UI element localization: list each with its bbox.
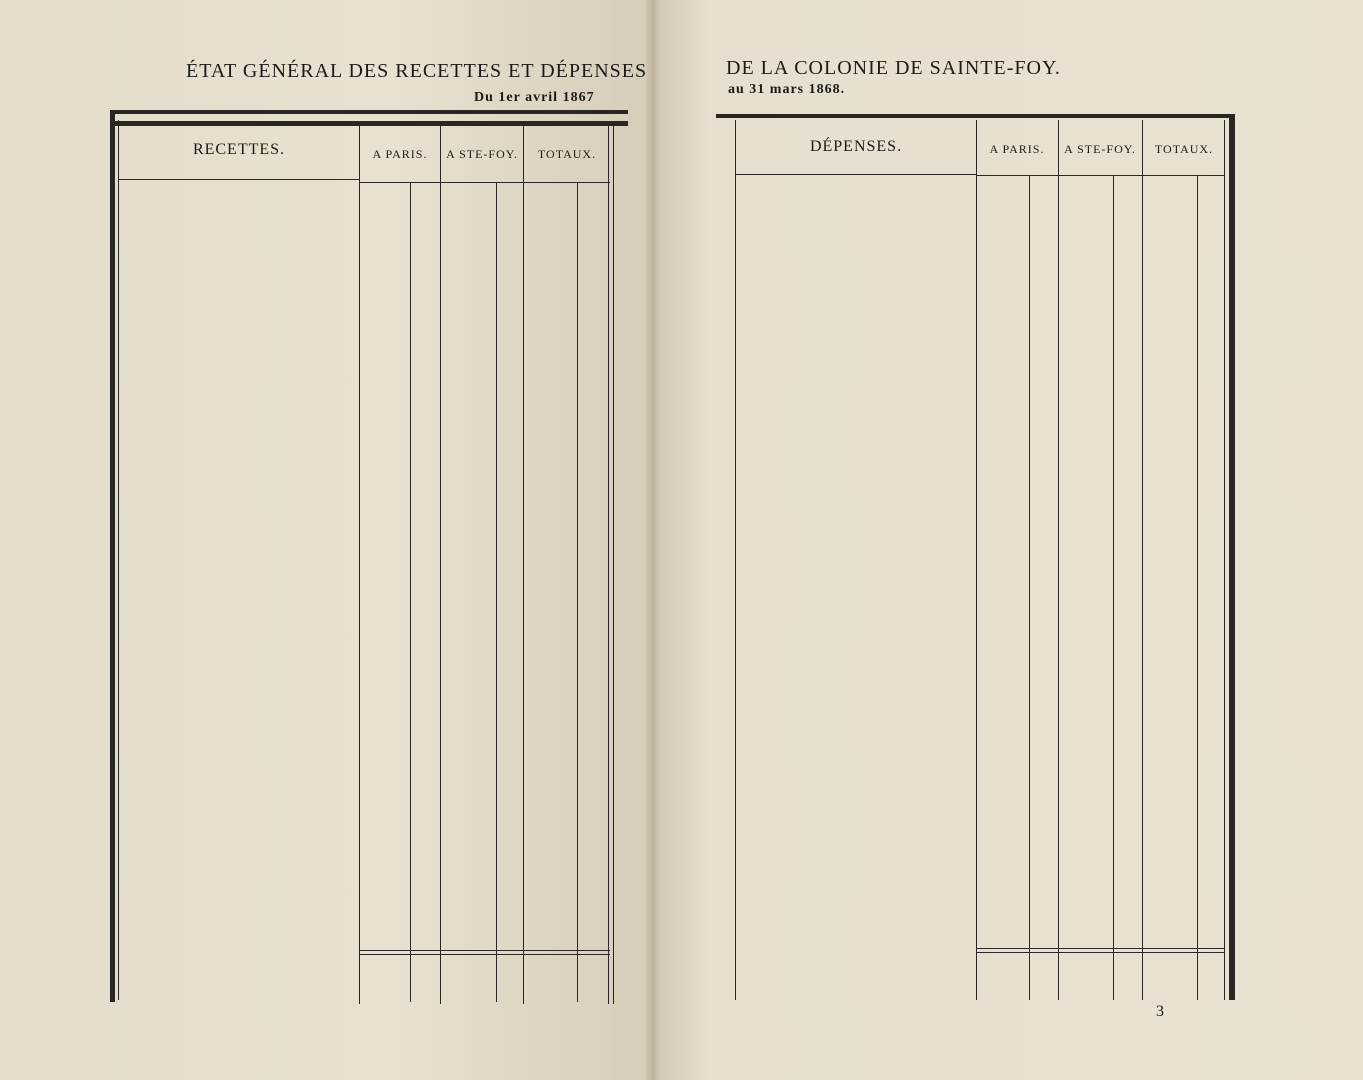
depenses-header: DÉPENSES. xyxy=(809,138,903,155)
recettes-header: RECETTES. xyxy=(192,141,286,158)
book-gutter xyxy=(646,0,660,1080)
recettes-stefoy-header: A STE-FOY. xyxy=(446,147,518,161)
recettes-totaux-header: TOTAUX. xyxy=(537,147,597,161)
depenses-paris-header: A PARIS. xyxy=(989,142,1045,156)
depenses-stefoy-header: A STE-FOY. xyxy=(1064,142,1136,156)
right-page xyxy=(652,0,1363,1080)
left-title: ÉTAT GÉNÉRAL DES RECETTES ET DÉPENSES xyxy=(186,60,648,82)
depenses-totaux-header: TOTAUX. xyxy=(1154,142,1214,156)
right-title: DE LA COLONIE DE SAINTE-FOY. xyxy=(726,57,1061,79)
right-subtitle: au 31 mars 1868. xyxy=(728,82,846,97)
left-page xyxy=(0,0,652,1080)
left-subtitle: Du 1er avril 1867 xyxy=(474,90,595,105)
page-number: 3 xyxy=(1156,1003,1164,1020)
recettes-paris-header: A PARIS. xyxy=(372,147,428,161)
